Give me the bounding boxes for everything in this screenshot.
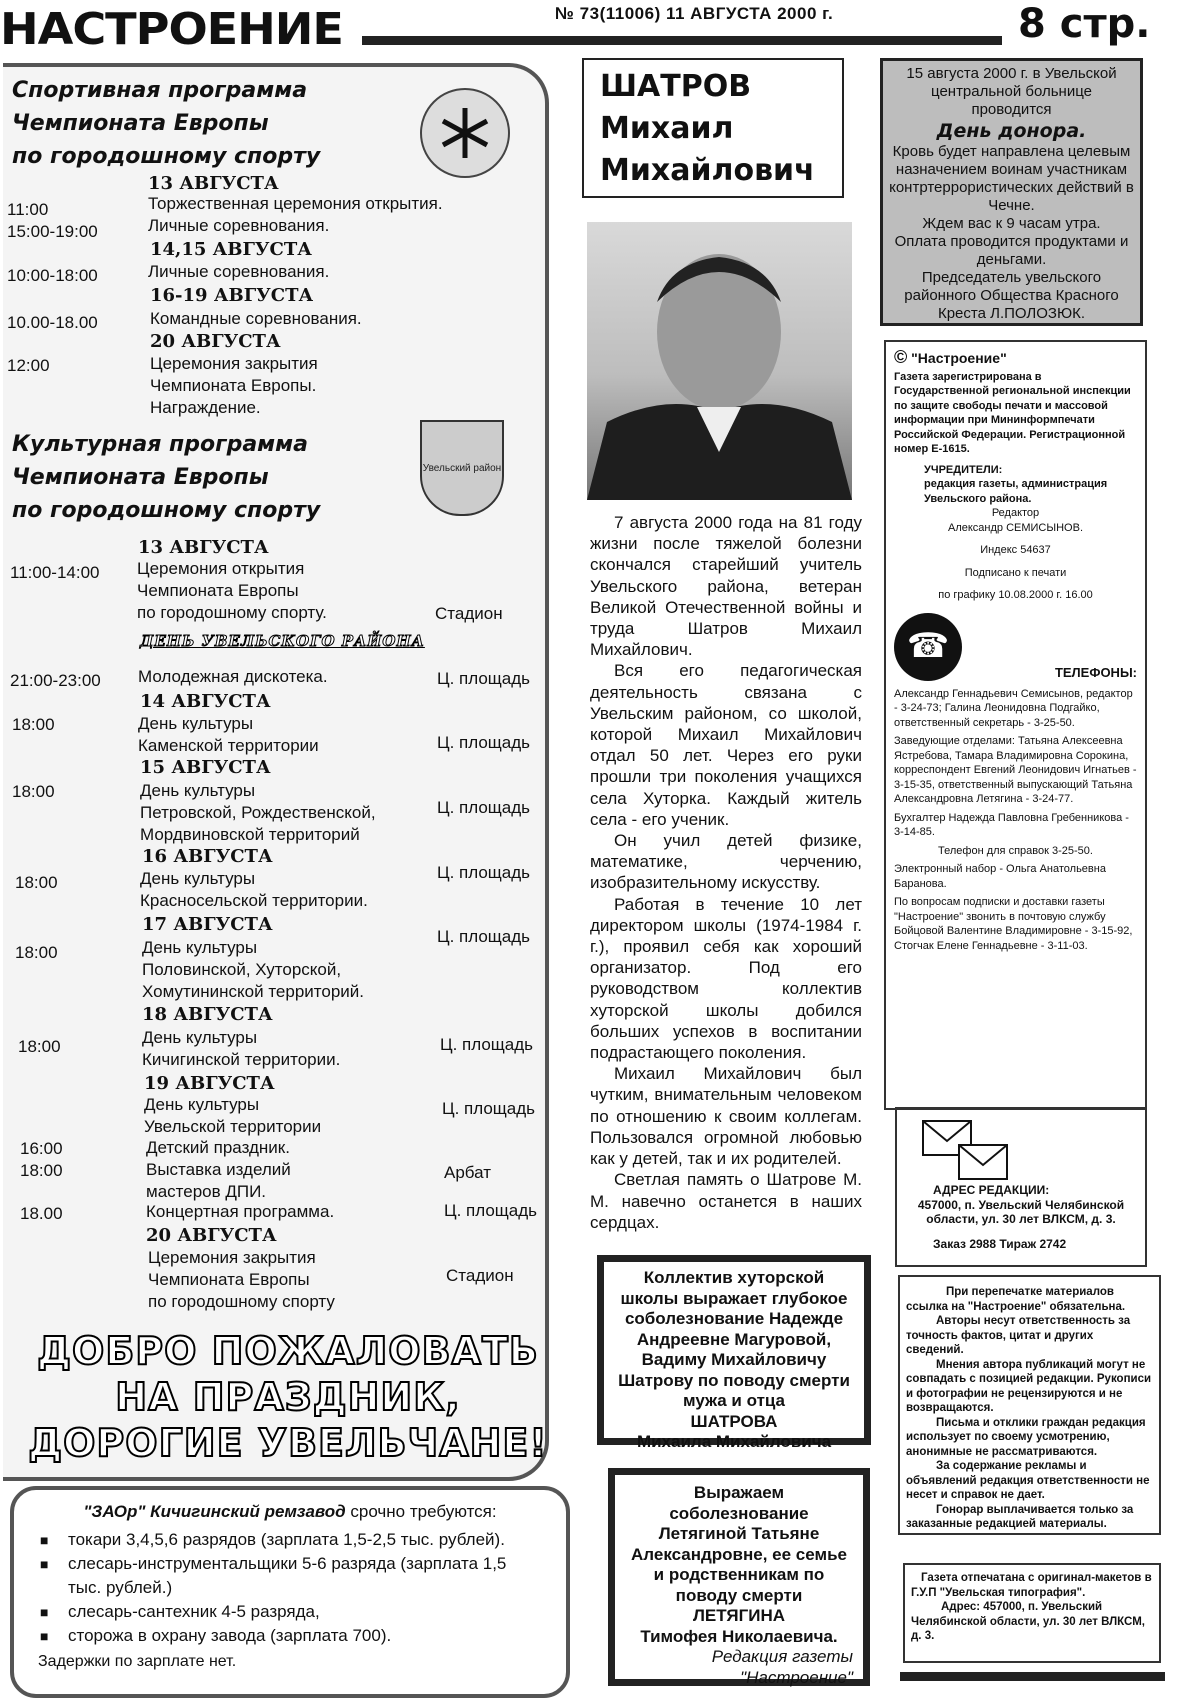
emblem-star-icon [435, 103, 495, 163]
printer-address: Адрес: 457000, п. Увельский Челябинской области, ул. 30 лет ВЛКСМ, д. 3. [911, 1601, 1145, 1642]
phones-text: Электронный набор - Ольга Анатольевна Баранова. [894, 863, 1106, 890]
culture-date: 19 АВГУСТА [144, 1073, 275, 1094]
event: День культуры [144, 1095, 260, 1114]
address-text: 457000, п. Увельский Челябинской области, ул. 30 лет ВЛКСМ, д. 3. [917, 1197, 1125, 1226]
event: Кичигинской территории. [142, 1050, 341, 1069]
note: Письма и отклики граждан редакция использует по своему усмотрению, анонимные не рассматриваются. [906, 1416, 1146, 1458]
culture-title-line: по городошному спорту [12, 498, 321, 523]
time: 18:00 [15, 943, 58, 962]
condolence-name: ШАТРОВА [690, 1411, 778, 1431]
obituary-paragraph: Он учил детей физике, математике, черчению, изобразительному искусству. [590, 831, 862, 893]
slogan-line: НА ПРАЗДНИК, [115, 1375, 461, 1419]
event: мастеров ДПИ. [146, 1182, 267, 1201]
founders-text: редакция газеты, администрация Увельского района. [924, 478, 1108, 505]
event: Личные соревнования. [148, 262, 330, 281]
event: Увельской территории [144, 1117, 322, 1136]
culture-date: 16 АВГУСТА [142, 846, 273, 867]
obituary-paragraph: 7 августа 2000 года на 81 году жизни после тяжелой болезни скончался старейший учитель Увельского района, ветеран Великой Отечественной войны и труда Шатров Михаил Михайлович. [590, 513, 862, 660]
donor-text: Оплата проводится продуктами и деньгами. [894, 233, 1129, 268]
time: 11:00 [7, 200, 49, 219]
list-item: ■ слесарь-сантехник 4-5 разряда, [38, 1600, 542, 1624]
event: Командные соревнования. [150, 309, 362, 328]
championship-emblem [420, 88, 510, 178]
list-item: ■ токари 3,4,5,6 разрядов (зарплата 1,5-2,5 тыс. рублей). [38, 1528, 542, 1552]
district-day-title: ДЕНЬ УВЕЛЬСКОГО РАЙОНА [140, 632, 425, 650]
phones-label: ТЕЛЕФОНЫ: [1054, 665, 1137, 680]
name-line: Михаил [600, 111, 734, 146]
event: Каменской территории [138, 736, 319, 755]
event: Торжественная церемония открытия. [148, 194, 443, 213]
company-name: "ЗАОр" Кичигинский ремзавод [83, 1502, 346, 1521]
address-label: АДРЕС РЕДАКЦИИ: [933, 1183, 1050, 1197]
event: Церемония открытия [137, 559, 305, 578]
name-line: Михайлович [600, 153, 815, 188]
list-item: ■ слесарь-инструментальщики 5-6 разряда (зарплата 1,5 тыс. рублей.) [38, 1552, 542, 1600]
event: Чемпионата Европы. [150, 376, 317, 395]
location: Ц. площадь [444, 1201, 538, 1220]
phones-text: Бухгалтер Надежда Павловна Гребенникова - 3-14-85. [894, 811, 1129, 838]
obituary-paragraph: Светлая память о Шатрове М. М. навечно останется в наших сердцах. [590, 1170, 862, 1232]
time: 18:00 [15, 873, 58, 892]
event: День культуры [138, 714, 254, 733]
crest-label: Увельский район [422, 462, 502, 474]
sport-title-line: по городошному спорту [12, 144, 321, 169]
note: Авторы несут ответственность за точность фактов, цитат и других сведений. [906, 1315, 1131, 1356]
location: Стадион [435, 604, 503, 623]
location: Ц. площадь [437, 927, 531, 946]
job-ad-footer: Задержки по зарплате нет. [38, 1653, 237, 1670]
location: Ц. площадь [440, 1035, 534, 1054]
editor-label: Редактор [991, 507, 1040, 519]
job-list [38, 1528, 542, 1648]
obituary-paragraph: Михаил Михайлович был чутким, внимательным человеком по отношению к своим коллегам. Пользовался огромной любовью как у детей, так и их родителей. [590, 1064, 862, 1169]
editorial-address-box [895, 1107, 1147, 1267]
location: Ц. площадь [437, 669, 531, 688]
note: Мнения автора публикаций могут не совпадать с позицией редакции. Рукописи и фотографии не рецензируются и не возвращаются. [906, 1358, 1152, 1414]
sport-title [12, 74, 320, 173]
copyright-icon: © [894, 347, 908, 367]
donor-text: 15 августа 2000 г. в Увельской центральной больнице проводится [906, 65, 1117, 118]
obituary-name-box [582, 58, 844, 198]
envelope-icon-graphic [921, 1117, 1011, 1183]
portrait-photo [587, 222, 852, 500]
print-schedule: по графику 10.08.2000 г. 16.00 [938, 589, 1093, 601]
phones-text: По вопросам подписки и доставки газеты "Настроение" звонить в почтовую службу Бойцовой Валентине Владимировне - 3-15-92, Стогчак Елене Геннадьевне - 3-11-03. [894, 896, 1133, 952]
event: Выставка изделий [146, 1160, 291, 1179]
editor-name: Александр СЕМИСЫНОВ. [947, 521, 1084, 534]
event: День культуры [142, 1028, 258, 1047]
condolence-signature: Редакция газеты [711, 1647, 853, 1666]
event: Детский праздник. [146, 1138, 290, 1157]
event: Концертная программа. [146, 1202, 335, 1221]
event: Награждение. [150, 398, 261, 417]
founders-label: УЧРЕДИТЕЛИ: [924, 463, 1003, 476]
editorial-notes-box [898, 1275, 1161, 1535]
time: 12:00 [7, 356, 50, 375]
phones-text: Телефон для справок 3-25-50. [938, 844, 1093, 857]
event: по городошному спорту. [137, 603, 327, 622]
culture-title [12, 428, 320, 527]
sport-title-line: Спортивная программа [12, 78, 308, 103]
condolence-signature: "Настроение" [740, 1667, 853, 1687]
event: Петровской, Рождественской, [140, 803, 376, 822]
registration-text: Газета зарегистрирована в Государственной региональной инспекции по защите свободы печати и массовой информации при Мининформпечати Российской Федерации. Регистрационной номер Е-1615. [894, 370, 1131, 455]
paper-name: "Настроение" [911, 350, 1007, 366]
event: День культуры [140, 869, 256, 888]
sport-date: 20 АВГУСТА [150, 331, 281, 352]
time: 18:00 [12, 715, 55, 734]
event: Мордвиновской территорий [140, 825, 360, 844]
location: Ц. площадь [437, 798, 531, 817]
name-line: ШАТРОВ [600, 69, 752, 104]
condolence-name: Тимофея Николаевича. [640, 1626, 838, 1646]
culture-date: 13 АВГУСТА [138, 537, 269, 558]
time: 18:00 [18, 1037, 61, 1056]
donor-text: Кровь будет направлена целевым назначением воинам участникам контртеррористических действий в Чечне. [889, 143, 1134, 214]
event: День культуры [142, 938, 258, 957]
note: Гонорар выплачивается только за заказанные редакцией материалы. [906, 1503, 1134, 1530]
event: по городошному спорту [148, 1292, 335, 1311]
time: 10.00-18.00 [7, 313, 98, 332]
header-rule [362, 36, 1002, 45]
job-ad-intro: срочно требуются: [345, 1502, 497, 1521]
sport-date: 14,15 АВГУСТА [150, 239, 312, 260]
time: 11:00-14:00 [10, 563, 100, 582]
event: Хомутининской территорий. [142, 982, 365, 1001]
culture-date: 20 АВГУСТА [146, 1225, 277, 1246]
condolence-name: ЛЕТЯГИНА [692, 1606, 786, 1625]
donor-text: Председатель увельского районного Общества Красного Креста Л.ПОЛОЗЮК. [904, 269, 1119, 322]
time: 18:00 [20, 1161, 63, 1180]
location: Арбат [444, 1163, 492, 1182]
footer-rule [900, 1672, 1165, 1681]
condolence-name: Михаила Михайловича [636, 1432, 832, 1451]
portrait-image [587, 222, 852, 500]
time: 18.00 [20, 1204, 63, 1223]
donor-title: День донора. [936, 120, 1087, 142]
event: Половинской, Хуторской, [142, 960, 342, 979]
signed-to-print: Подписано к печати [964, 566, 1067, 579]
order-run: Заказ 2988 Тираж 2742 [933, 1236, 1067, 1251]
job-ad [10, 1486, 570, 1698]
location: Стадион [446, 1266, 514, 1285]
imprint-box [884, 340, 1147, 1110]
phones-text: Заведующие отделами: Татьяна Алексеевна Ястребова, Тамара Владимировна Сорокина, корреспондент Евгений Леонидович Игнатьев - 3-15-35, ответственный выпускающий Татьяна Александровна Летягина - 3-24-77. [894, 735, 1137, 805]
telephone-icon: ☎ [894, 613, 962, 681]
time: 16:00 [20, 1139, 63, 1158]
culture-date: 18 АВГУСТА [142, 1004, 273, 1025]
sport-title-line: Чемпионата Европы [12, 111, 269, 136]
event: Церемония закрытия [150, 354, 318, 373]
culture-title-line: Чемпионата Европы [12, 465, 269, 490]
event: Личные соревнования. [148, 216, 330, 235]
condolence-box [597, 1255, 871, 1451]
sport-date: 16-19 АВГУСТА [150, 285, 314, 306]
phones-text: Александр Геннадьевич Семисынов, редактор - 3-24-73; Галина Леонидовна Подгайко, ответственный секретарь - 3-25-50. [894, 687, 1133, 729]
note: За содержание рекламы и объявлений редакция ответственности не несет и справок не дает. [906, 1460, 1150, 1501]
district-crest-icon [420, 420, 504, 516]
event: Красносельской территории. [140, 891, 368, 910]
obituary-text [590, 512, 862, 1233]
donor-day-notice [880, 58, 1143, 326]
condolence-text: Коллектив хуторской школы выражает глубокое соболезнование Надежде Андреевне Магуровой, Вадиму Михайловичу Шатрову по поводу смерти мужа и отца [618, 1268, 850, 1410]
event: Церемония закрытия [148, 1248, 316, 1267]
time: 18:00 [12, 782, 55, 801]
subscription-index: Индекс 54637 [980, 544, 1051, 556]
page-number: 8 стр. [1018, 1, 1151, 47]
note: При перепечатке материалов ссылка на "Настроение" обязательна. [906, 1286, 1126, 1313]
condolence-text: Выражаем соболезнование Летягиной Татьяне Александровне, ее семье и родственникам по поводу смерти [631, 1483, 847, 1605]
time: 15:00-19:00 [7, 222, 98, 241]
time: 10:00-18:00 [7, 266, 98, 285]
culture-date: 15 АВГУСТА [140, 757, 271, 778]
event: Чемпионата Европы [148, 1270, 310, 1289]
location: Ц. площадь [437, 733, 531, 752]
event: День культуры [140, 781, 256, 800]
envelope-icon [903, 1117, 1139, 1183]
job-ad-heading [38, 1500, 542, 1524]
sport-date: 13 АВГУСТА [148, 173, 279, 194]
list-item: ■ сторожа в охрану завода (зарплата 700). [38, 1624, 542, 1648]
slogan-line: ДОБРО ПОЖАЛОВАТЬ [37, 1329, 539, 1373]
condolence-box [608, 1468, 870, 1686]
culture-date: 14 АВГУСТА [140, 691, 271, 712]
welcome-slogan [28, 1328, 548, 1466]
culture-title-line: Культурная программа [12, 432, 308, 457]
issue-number: № 73(11006) 11 АВГУСТА 2000 г. [555, 4, 834, 23]
slogan-line: ДОРОГИЕ УВЕЛЬЧАНЕ! [28, 1421, 548, 1465]
printer-info-box [903, 1563, 1161, 1663]
donor-text: Ждем вас к 9 часам утра. [922, 215, 1101, 232]
location: Ц. площадь [437, 863, 531, 882]
printer-text: Газета отпечатана с оригинал-макетов в Г.У.П "Увельская типография". [911, 1572, 1152, 1599]
event: Молодежная дискотека. [138, 667, 328, 686]
event: Чемпионата Европы [137, 581, 299, 600]
location: Ц. площадь [442, 1099, 536, 1118]
culture-date: 17 АВГУСТА [142, 914, 273, 935]
obituary-paragraph: Вся его педагогическая деятельность связана с Увельским районом, со школой, которой Михаил Михайлович отдал 50 лет. Через его руки прошли три поколения учащихся села Хуторка. Каждый житель села - его ученик. [590, 661, 862, 829]
time: 21:00-23:00 [10, 671, 101, 690]
obituary-paragraph: Работая в течение 10 лет директором школы (1974-1984 г. г.), проявил себя как хороший организатор. Под его руководством коллектив хуторской школы добился больших успехов в воспитании подрастающего поколения. [590, 894, 862, 1063]
masthead: НАСТРОЕНИЕ [0, 4, 343, 55]
